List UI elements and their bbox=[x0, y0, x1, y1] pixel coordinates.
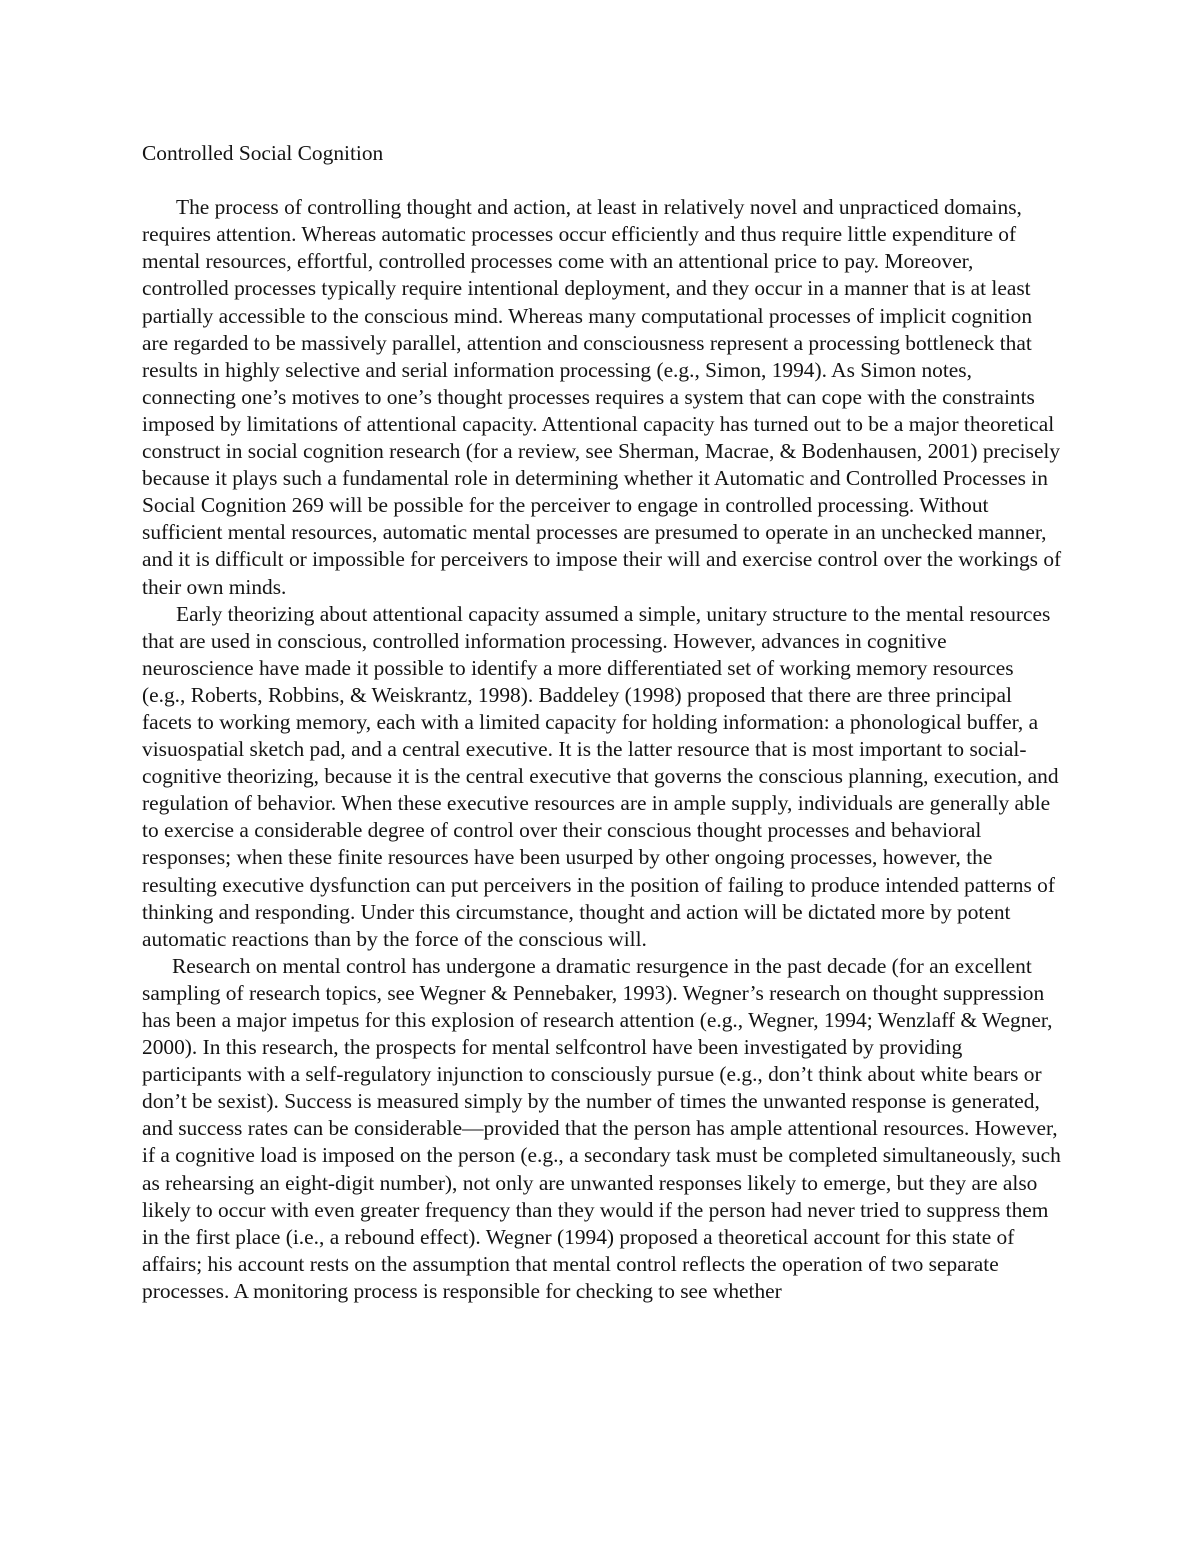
paragraph-attention: The process of controlling thought and action, at least in relatively novel and unpracticed domains, requires attention. Whereas automatic processes occur efficiently and thus require little expenditure of mental resources, effortful, controlled processes come with an attentional price to pay. Moreover, controlled processes typically require intentional deployment, and they occur in a manner that is at least partially accessible to the conscious mind. Whereas many computational processes of implicit cognition are regarded to be massively parallel, attention and consciousness represent a processing bottleneck that results in highly selective and serial information processing (e.g., Simon, 1994). As Simon notes, connecting one’s motives to one’s thought processes requires a system that can cope with the constraints imposed by limitations of attentional capacity. Attentional capacity has turned out to be a major theoretical construct in social cognition research (for a review, see Sherman, Macrae, & Bodenhausen, 2001) precisely because it plays such a fundamental role in determining whether it Automatic and Controlled Processes in Social Cognition 269 will be possible for the perceiver to engage in controlled processing. Without sufficient mental resources, automatic mental processes are presumed to operate in an unchecked manner, and it is difficult or impossible for perceivers to impose their will and exercise control over the workings of their own minds. bbox=[142, 195, 1062, 599]
document-title: Controlled Social Cognition bbox=[142, 141, 384, 165]
document-body bbox=[142, 140, 1062, 1305]
paragraph-mental-control: Research on mental control has undergone a dramatic resurgence in the past decade (for an excellent sampling of research topics, see Wegner & Pennebaker, 1993). Wegner’s research on thought suppression has been a major impetus for this explosion of research attention (e.g., Wegner, 1994; Wenzlaff & Wegner, 2000). In this research, the prospects for mental selfcontrol have been investigated by providing participants with a self-regulatory injunction to consciously pursue (e.g., don’t think about white bears or don’t be sexist). Success is measured simply by the number of times the unwanted response is generated, and success rates can be considerable—provided that the person has ample attentional resources. However, if a cognitive load is imposed on the person (e.g., a secondary task must be completed simultaneously, such as rehearsing an eight-digit number), not only are unwanted responses likely to emerge, but they are also likely to occur with even greater frequency than they would if the person had never tried to suppress them in the first place (i.e., a rebound effect). Wegner (1994) proposed a theoretical account for this state of affairs; his account rests on the assumption that mental control reflects the operation of two separate processes. A monitoring process is responsible for checking to see whether bbox=[142, 953, 1061, 1303]
paragraph-working-memory: Early theorizing about attentional capacity assumed a simple, unitary structure to the mental resources that are used in conscious, controlled information processing. However, advances in cognitive neuroscience have made it possible to identify a more differentiated set of working memory resources (e.g., Roberts, Robbins, & Weiskrantz, 1998). Baddeley (1998) proposed that there are three principal facets to working memory, each with a limited capacity for holding information: a phonological buffer, a visuospatial sketch pad, and a central executive. It is the latter resource that is most important to social-cognitive theorizing, because it is the central executive that governs the conscious planning, execution, and regulation of behavior. When these executive resources are in ample supply, individuals are generally able to exercise a considerable degree of control over their conscious thought processes and behavioral responses; when these finite resources have been usurped by other ongoing processes, however, the resulting executive dysfunction can put perceivers in the position of failing to produce intended patterns of thinking and responding. Under this circumstance, thought and action will be dictated more by potent automatic reactions than by the force of the conscious will. bbox=[142, 601, 1059, 951]
